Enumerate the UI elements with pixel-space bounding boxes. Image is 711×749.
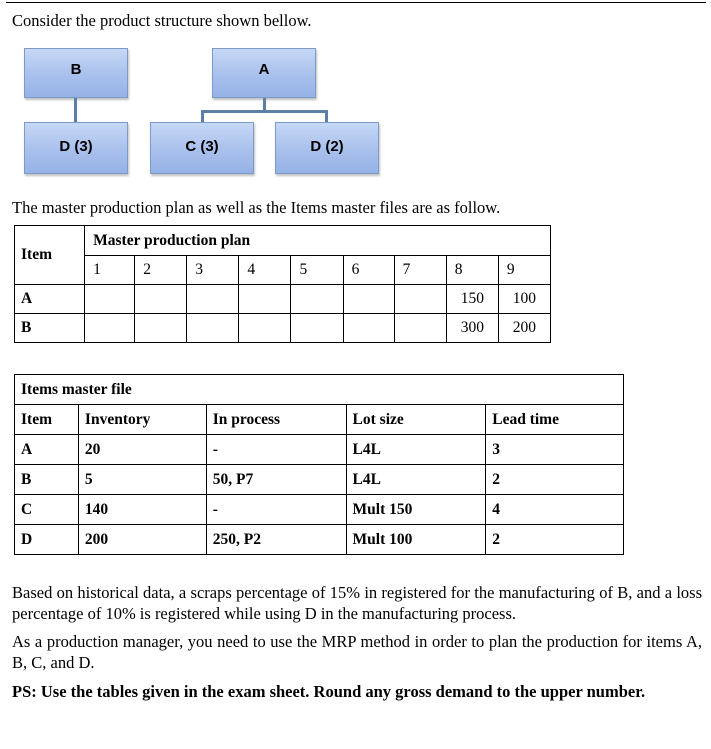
- mps-cell: [85, 314, 135, 343]
- mps-cell: [239, 314, 291, 343]
- paragraph-scrap: Based on historical data, a scraps percentage of 15% in registered for the manufacturing of B, and a loss percentage of 10% is registered while using D in the manufacturing process.: [12, 583, 702, 623]
- node-b: [24, 48, 128, 98]
- mps-title: Master production plan: [85, 226, 551, 256]
- master-file-cell: C: [15, 495, 79, 525]
- intro-text: Consider the product structure shown bellow.: [12, 11, 312, 30]
- node-d3-label: D (3): [59, 138, 93, 155]
- master-file-header: Item: [15, 405, 79, 435]
- mps-period: 7: [394, 256, 446, 285]
- master-file-cell: 20: [78, 435, 206, 465]
- mps-cell: [291, 314, 343, 343]
- master-file-cell: B: [15, 465, 79, 495]
- mps-period: 9: [498, 256, 550, 285]
- mps-item-header: Item: [15, 226, 85, 285]
- mps-intro-text: The master production plan as well as the Items master files are as follow.: [12, 198, 501, 217]
- master-file-cell: D: [15, 525, 79, 555]
- connector-b-d: [74, 98, 77, 122]
- master-file-cell: 4: [486, 495, 624, 525]
- node-b-label: B: [70, 61, 82, 78]
- mps-period: 6: [343, 256, 394, 285]
- items-master-file-table: [14, 374, 624, 555]
- paragraph-task: As a production manager, you need to use the MRP method in order to plan the production for items A, B, C, and D.: [12, 632, 702, 672]
- master-file-header: Lot size: [346, 405, 486, 435]
- master-file-cell: 250, P2: [206, 525, 346, 555]
- mps-period: 5: [291, 256, 343, 285]
- mps-cell: [239, 285, 291, 314]
- table-row: [15, 285, 551, 314]
- master-file-cell: 5: [78, 465, 206, 495]
- table-row: [15, 465, 624, 495]
- node-c3: [150, 122, 254, 174]
- node-a-label: A: [258, 61, 270, 78]
- master-file-cell: 50, P7: [206, 465, 346, 495]
- paragraph-ps: PS: Use the tables given in the exam sheet. Round any gross demand to the upper number.: [12, 682, 646, 701]
- top-rule: [6, 2, 706, 3]
- master-file-header: In process: [206, 405, 346, 435]
- node-d2-label: D (2): [310, 138, 344, 155]
- master-file-cell: Mult 100: [346, 525, 486, 555]
- mps-cell: [394, 285, 446, 314]
- table-row: [15, 435, 624, 465]
- mps-cell: [187, 285, 239, 314]
- master-file-header: Inventory: [78, 405, 206, 435]
- mps-cell: [343, 285, 394, 314]
- mps-row-item: A: [15, 285, 85, 314]
- master-file-cell: 2: [486, 465, 624, 495]
- master-production-plan-table: [14, 225, 551, 343]
- master-file-cell: L4L: [346, 435, 486, 465]
- table-header-row: [15, 405, 624, 435]
- mps-cell: [85, 285, 135, 314]
- node-c3-label: C (3): [185, 138, 219, 155]
- node-d3: [24, 122, 128, 174]
- mps-cell: [135, 314, 187, 343]
- connector-a-d: [325, 110, 328, 122]
- master-file-cell: L4L: [346, 465, 486, 495]
- master-file-cell: 200: [78, 525, 206, 555]
- mps-cell: [343, 314, 394, 343]
- master-file-cell: -: [206, 495, 346, 525]
- table-row: [15, 314, 551, 343]
- mps-cell: 300: [446, 314, 498, 343]
- mps-cell: 150: [446, 285, 498, 314]
- master-file-cell: Mult 150: [346, 495, 486, 525]
- mps-period: 8: [446, 256, 498, 285]
- mps-cell: [187, 314, 239, 343]
- table-row: [15, 525, 624, 555]
- connector-a-bar: [201, 110, 328, 113]
- mps-cell: [394, 314, 446, 343]
- master-file-cell: -: [206, 435, 346, 465]
- mps-cell: [135, 285, 187, 314]
- master-file-header: Lead time: [486, 405, 624, 435]
- mps-period: 3: [187, 256, 239, 285]
- master-file-cell: 2: [486, 525, 624, 555]
- master-file-cell: 3: [486, 435, 624, 465]
- connector-a-c: [201, 110, 204, 122]
- mps-period: 1: [85, 256, 135, 285]
- mps-period: 4: [239, 256, 291, 285]
- master-file-title: Items master file: [15, 375, 624, 405]
- mps-cell: [291, 285, 343, 314]
- node-d2: [275, 122, 379, 174]
- table-row: [15, 495, 624, 525]
- node-a: [212, 48, 316, 98]
- mps-cell: 200: [498, 314, 550, 343]
- mps-row-item: B: [15, 314, 85, 343]
- master-file-cell: 140: [78, 495, 206, 525]
- master-file-cell: A: [15, 435, 79, 465]
- mps-cell: 100: [498, 285, 550, 314]
- mps-period: 2: [135, 256, 187, 285]
